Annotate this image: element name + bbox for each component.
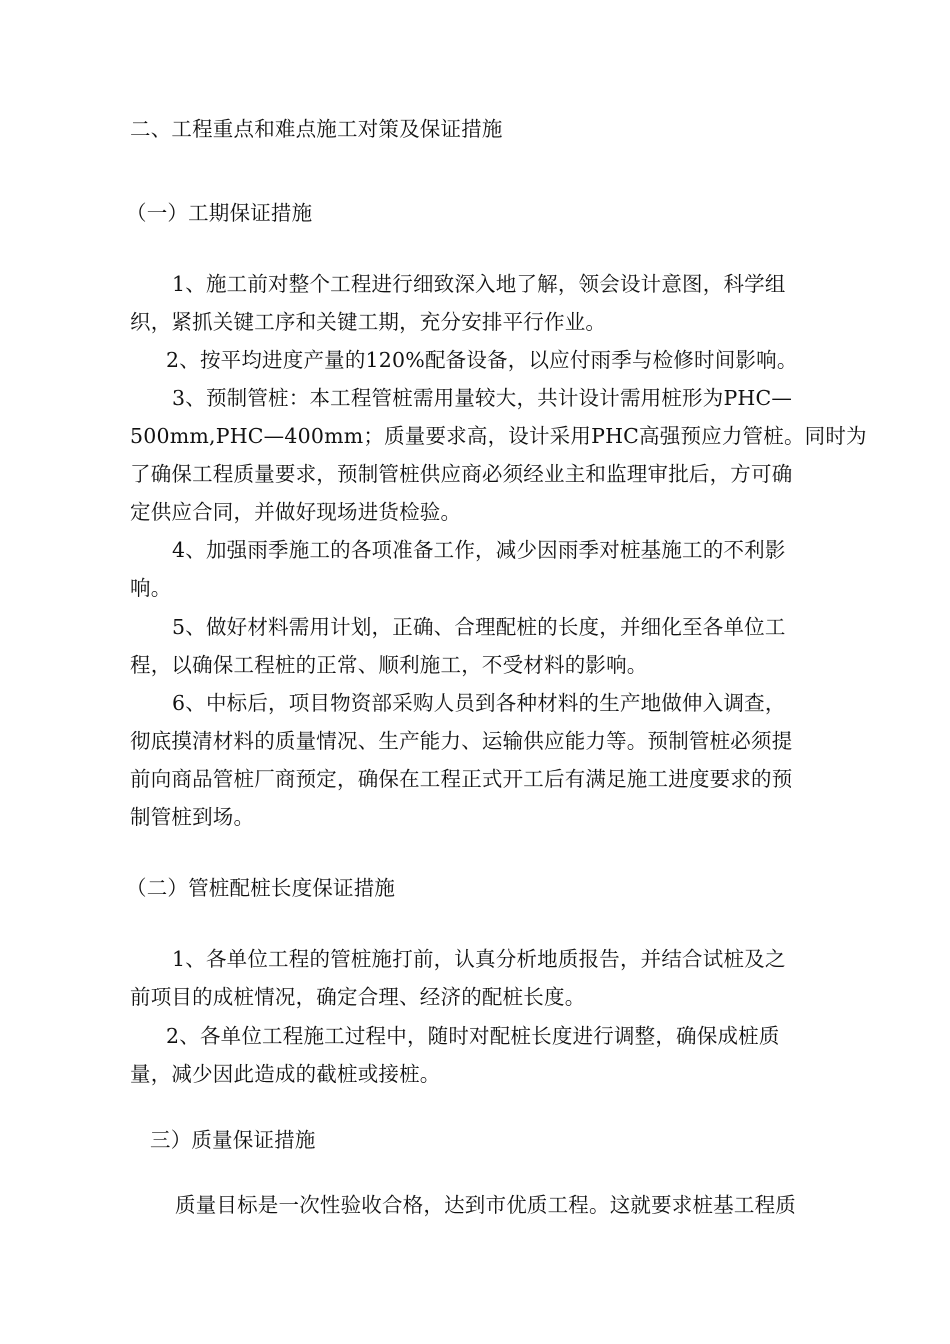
paragraph-line: 程，以确保工程桩的正常、顺利施工，不受材料的影响。 [130, 653, 648, 677]
paragraph-line: 500mm,PHC—400mm；质量要求高，设计采用PHC高强预应力管桩。同时为 [130, 424, 867, 448]
paragraph-line: 织，紧抓关键工序和关键工期，充分安排平行作业。 [130, 310, 607, 334]
paragraph-line: 量，减少因此造成的截桩或接桩。 [130, 1062, 441, 1086]
subsection-heading-schedule: （一）工期保证措施 [126, 201, 313, 225]
paragraph-line: 制管桩到场。 [130, 805, 255, 829]
subsection-heading-quality: 三）质量保证措施 [150, 1128, 316, 1152]
paragraph-line: 2、按平均进度产量的120%配备设备，以应付雨季与检修时间影响。 [166, 348, 798, 372]
paragraph-line: 5、做好材料需用计划，正确、合理配桩的长度，并细化至各单位工 [172, 615, 786, 639]
paragraph-line: 前项目的成桩情况，确定合理、经济的配桩长度。 [130, 985, 586, 1009]
subsection-heading-pile-length: （二）管桩配桩长度保证措施 [126, 876, 396, 900]
section-title: 二、工程重点和难点施工对策及保证措施 [130, 117, 503, 141]
paragraph-line: 2、各单位工程施工过程中，随时对配桩长度进行调整，确保成桩质 [166, 1024, 780, 1048]
paragraph-line: 定供应合同，并做好现场进货检验。 [130, 500, 462, 524]
paragraph-line: 响。 [130, 576, 172, 600]
paragraph-line: 前向商品管桩厂商预定，确保在工程正式开工后有满足施工进度要求的预 [130, 767, 793, 791]
paragraph-line: 彻底摸清材料的质量情况、生产能力、运输供应能力等。预制管桩必须提 [130, 729, 793, 753]
paragraph-line: 质量目标是一次性验收合格，达到市优质工程。这就要求桩基工程质 [175, 1193, 796, 1217]
paragraph-line: 3、预制管桩：本工程管桩需用量较大，共计设计需用桩形为PHC— [172, 386, 793, 410]
paragraph-line: 了确保工程质量要求，预制管桩供应商必须经业主和监理审批后，方可确 [130, 462, 793, 486]
paragraph-line: 1、各单位工程的管桩施打前，认真分析地质报告，并结合试桩及之 [172, 947, 786, 971]
paragraph-line: 1、施工前对整个工程进行细致深入地了解，领会设计意图，科学组 [172, 272, 786, 296]
paragraph-line: 6、中标后，项目物资部采购人员到各种材料的生产地做伸入调查， [172, 691, 786, 715]
paragraph-line: 4、加强雨季施工的各项准备工作，减少因雨季对桩基施工的不利影 [172, 538, 786, 562]
